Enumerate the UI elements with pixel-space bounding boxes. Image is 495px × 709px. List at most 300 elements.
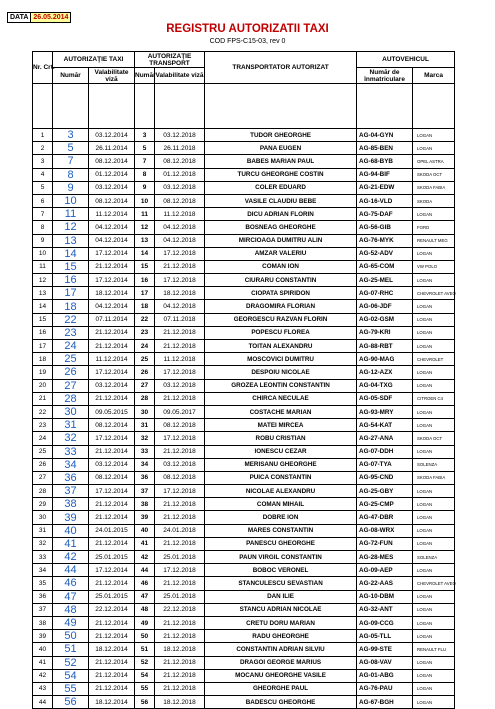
cell-nr: 30 — [33, 511, 53, 524]
cell-autorizatie-valabilitate: 17.12.2014 — [89, 274, 135, 287]
cell-transportator: DICU ADRIAN FLORIN — [205, 208, 357, 221]
cell-transport-numar: 54 — [135, 669, 155, 682]
cell-transportator: ROBU CRISTIAN — [205, 432, 357, 445]
table-row — [33, 234, 455, 247]
cell-transport-numar: 33 — [135, 445, 155, 458]
cell-autorizatie-valabilitate: 21.12.2014 — [89, 656, 135, 669]
col-autorizatie-taxi: AUTORIZAŢIE TAXI — [53, 52, 135, 68]
cell-autorizatie-valabilitate: 17.12.2014 — [89, 485, 135, 498]
cell-autorizatie-valabilitate: 17.12.2014 — [89, 432, 135, 445]
cell-autorizatie-numar: 13 — [53, 234, 89, 247]
cell-transportator: GHEORGHE PAUL — [205, 682, 357, 695]
cell-transport-valabilitate: 18.12.2018 — [155, 287, 205, 300]
cell-marca: LOGAN — [413, 485, 455, 498]
cell-nr-inmatriculare: AG-07-TYA — [357, 458, 413, 471]
table-row — [33, 590, 455, 603]
cell-nr: 15 — [33, 313, 53, 326]
cell-nr-inmatriculare: AG-16-VLD — [357, 194, 413, 207]
cell-autorizatie-valabilitate: 21.12.2014 — [89, 537, 135, 550]
cell-autorizatie-valabilitate: 21.12.2014 — [89, 616, 135, 629]
cell-marca: LOGAN — [413, 656, 455, 669]
cell-transportator: DESPOIU NICOLAE — [205, 366, 357, 379]
table-row — [33, 340, 455, 353]
cell-nr: 37 — [33, 603, 53, 616]
cell-nr-inmatriculare: AG-90-MAG — [357, 353, 413, 366]
cell-transport-valabilitate: 04.12.2018 — [155, 221, 205, 234]
cell-transport-numar: 16 — [135, 274, 155, 287]
cell-autorizatie-numar: 27 — [53, 379, 89, 392]
table-row — [33, 669, 455, 682]
cell-transport-numar: 31 — [135, 419, 155, 432]
cell-nr-inmatriculare: AG-32-ANT — [357, 603, 413, 616]
cell-nr: 40 — [33, 643, 53, 656]
cell-autorizatie-valabilitate: 11.12.2014 — [89, 353, 135, 366]
cell-transportator: TUDOR GHEORGHE — [205, 129, 357, 142]
table-row — [33, 247, 455, 260]
cell-autorizatie-valabilitate: 08.12.2014 — [89, 194, 135, 207]
cell-autorizatie-numar: 48 — [53, 603, 89, 616]
cell-nr-inmatriculare: AG-99-STE — [357, 643, 413, 656]
cell-transportator: VASILE CLAUDIU BEBE — [205, 194, 357, 207]
table-row — [33, 379, 455, 392]
cell-autorizatie-numar: 7 — [53, 155, 89, 168]
cell-autorizatie-numar: 42 — [53, 551, 89, 564]
table-row — [33, 656, 455, 669]
cell-marca: CHEVROLET AVEO — [413, 287, 455, 300]
cell-transportator: PUICA CONSTANTIN — [205, 471, 357, 484]
cell-nr: 18 — [33, 353, 53, 366]
cell-transportator: STANCU ADRIAN NICOLAE — [205, 603, 357, 616]
cell-nr: 33 — [33, 551, 53, 564]
cell-marca: LOGAN — [413, 590, 455, 603]
cell-transport-numar: 49 — [135, 616, 155, 629]
table-row — [33, 392, 455, 405]
col-numar: Număr — [53, 68, 89, 84]
cell-transport-numar: 22 — [135, 313, 155, 326]
cell-autorizatie-numar: 3 — [53, 129, 89, 142]
cell-transport-numar: 41 — [135, 537, 155, 550]
col-nr-inmatriculare: Număr de înmatriculare — [357, 68, 413, 84]
cell-marca: RENAULT FLU — [413, 643, 455, 656]
cell-transport-valabilitate: 21.12.2018 — [155, 392, 205, 405]
cell-nr: 44 — [33, 696, 53, 709]
cell-transport-valabilitate: 17.12.2018 — [155, 564, 205, 577]
cell-transport-numar: 28 — [135, 392, 155, 405]
cell-transport-valabilitate: 21.12.2018 — [155, 260, 205, 273]
cell-transport-numar: 36 — [135, 471, 155, 484]
cell-autorizatie-valabilitate: 21.12.2014 — [89, 577, 135, 590]
cell-transport-valabilitate: 17.12.2018 — [155, 485, 205, 498]
cell-transportator: MERISANU GHEORGHE — [205, 458, 357, 471]
header-spacer — [33, 84, 455, 129]
cell-nr: 34 — [33, 564, 53, 577]
cell-nr: 16 — [33, 326, 53, 339]
cell-autorizatie-valabilitate: 21.12.2014 — [89, 326, 135, 339]
cell-transportator: BOSNEAG GHEORGHE — [205, 221, 357, 234]
cell-autorizatie-numar: 28 — [53, 392, 89, 405]
cell-marca: OPEL ASTRA — [413, 155, 455, 168]
cell-transport-valabilitate: 21.12.2018 — [155, 577, 205, 590]
cell-transport-numar: 25 — [135, 353, 155, 366]
cell-autorizatie-valabilitate: 18.12.2014 — [89, 696, 135, 709]
table-row — [33, 630, 455, 643]
cell-nr: 43 — [33, 682, 53, 695]
cell-nr: 13 — [33, 287, 53, 300]
cell-transport-valabilitate: 22.12.2018 — [155, 603, 205, 616]
table-row — [33, 142, 455, 155]
table-row — [33, 511, 455, 524]
cell-autorizatie-valabilitate: 09.05.2015 — [89, 405, 135, 418]
cell-marca: LOGAN — [413, 616, 455, 629]
cell-transport-valabilitate: 03.12.2018 — [155, 181, 205, 194]
cell-nr: 10 — [33, 247, 53, 260]
cell-marca: SKODA OCT — [413, 432, 455, 445]
col-autovehicul: AUTOVEHICUL — [357, 52, 455, 68]
table-row — [33, 155, 455, 168]
cell-autorizatie-valabilitate: 07.11.2014 — [89, 313, 135, 326]
cell-transportator: GEORGESCU RAZVAN FLORIN — [205, 313, 357, 326]
cell-nr: 6 — [33, 194, 53, 207]
cell-autorizatie-numar: 34 — [53, 458, 89, 471]
cell-marca: SKODA OCT — [413, 168, 455, 181]
cell-autorizatie-numar: 22 — [53, 313, 89, 326]
cell-autorizatie-valabilitate: 18.12.2014 — [89, 287, 135, 300]
cell-transport-numar: 47 — [135, 590, 155, 603]
cell-nr-inmatriculare: AG-05-TLL — [357, 630, 413, 643]
cell-transportator: MOCANU GHEORGHE VASILE — [205, 669, 357, 682]
cell-transportator: DRAGOI GEORGE MARIUS — [205, 656, 357, 669]
table-row — [33, 682, 455, 695]
cell-marca: SOLENZA — [413, 458, 455, 471]
cell-transport-valabilitate: 08.12.2018 — [155, 155, 205, 168]
cell-transport-valabilitate: 17.12.2018 — [155, 247, 205, 260]
cell-nr: 8 — [33, 221, 53, 234]
cell-autorizatie-numar: 47 — [53, 590, 89, 603]
cell-marca: SKODA FABIA — [413, 471, 455, 484]
cell-transport-numar: 50 — [135, 630, 155, 643]
cell-nr-inmatriculare: AG-04-GYN — [357, 129, 413, 142]
cell-transport-valabilitate: 21.12.2018 — [155, 498, 205, 511]
cell-transport-numar: 44 — [135, 564, 155, 577]
cell-autorizatie-numar: 11 — [53, 208, 89, 221]
cell-autorizatie-valabilitate: 04.12.2014 — [89, 234, 135, 247]
cell-nr: 5 — [33, 181, 53, 194]
cell-autorizatie-valabilitate: 18.12.2014 — [89, 643, 135, 656]
cell-autorizatie-valabilitate: 21.12.2014 — [89, 260, 135, 273]
cell-nr: 32 — [33, 537, 53, 550]
cell-autorizatie-numar: 10 — [53, 194, 89, 207]
cell-marca: SOLENZA — [413, 551, 455, 564]
cell-autorizatie-valabilitate: 26.11.2014 — [89, 142, 135, 155]
cell-autorizatie-numar: 49 — [53, 616, 89, 629]
cell-transport-valabilitate: 18.12.2018 — [155, 643, 205, 656]
cell-transport-numar: 38 — [135, 498, 155, 511]
cell-transport-valabilitate: 04.12.2018 — [155, 234, 205, 247]
table-row — [33, 616, 455, 629]
cell-marca: RENAULT MEG — [413, 234, 455, 247]
cell-nr: 38 — [33, 616, 53, 629]
cell-nr-inmatriculare: AG-93-MRY — [357, 405, 413, 418]
cell-autorizatie-numar: 14 — [53, 247, 89, 260]
cell-nr: 29 — [33, 498, 53, 511]
cell-nr-inmatriculare: AG-07-RHC — [357, 287, 413, 300]
cell-marca: LOGAN — [413, 247, 455, 260]
cell-marca: LOGAN — [413, 405, 455, 418]
table-row — [33, 419, 455, 432]
cell-marca: FORD — [413, 221, 455, 234]
cell-transport-valabilitate: 17.12.2018 — [155, 366, 205, 379]
cell-marca: LOGAN — [413, 300, 455, 313]
cell-marca: LOGAN — [413, 564, 455, 577]
table-row — [33, 287, 455, 300]
cell-autorizatie-numar: 12 — [53, 221, 89, 234]
cell-autorizatie-numar: 39 — [53, 511, 89, 524]
cell-autorizatie-valabilitate: 08.12.2014 — [89, 471, 135, 484]
cell-autorizatie-numar: 24 — [53, 340, 89, 353]
cell-nr-inmatriculare: AG-28-MES — [357, 551, 413, 564]
cell-transport-valabilitate: 03.12.2018 — [155, 458, 205, 471]
cell-transportator: TURCU GHEORGHE COSTIN — [205, 168, 357, 181]
cell-transportator: PANA EUGEN — [205, 142, 357, 155]
col-autorizatie-transport: AUTORIZAŢIE TRANSPORT — [135, 52, 205, 68]
cell-transport-valabilitate: 08.12.2018 — [155, 194, 205, 207]
cell-nr: 27 — [33, 471, 53, 484]
cell-transport-valabilitate: 08.12.2018 — [155, 471, 205, 484]
cell-nr-inmatriculare: AG-08-WRX — [357, 524, 413, 537]
cell-nr: 35 — [33, 577, 53, 590]
table-row — [33, 551, 455, 564]
cell-nr: 20 — [33, 379, 53, 392]
cell-nr-inmatriculare: AG-68-BYB — [357, 155, 413, 168]
cell-transport-valabilitate: 25.01.2018 — [155, 590, 205, 603]
cell-autorizatie-numar: 5 — [53, 142, 89, 155]
cell-nr: 36 — [33, 590, 53, 603]
cell-nr: 24 — [33, 432, 53, 445]
cell-autorizatie-valabilitate: 17.12.2014 — [89, 366, 135, 379]
cell-marca: LOGAN — [413, 419, 455, 432]
cell-transportator: CIOPATA SPIRIDON — [205, 287, 357, 300]
cell-nr-inmatriculare: AG-76-PAU — [357, 682, 413, 695]
cell-transport-valabilitate: 04.12.2018 — [155, 300, 205, 313]
cell-marca: LOGAN — [413, 524, 455, 537]
cell-nr-inmatriculare: AG-09-CCG — [357, 616, 413, 629]
table-row — [33, 353, 455, 366]
cell-autorizatie-numar: 18 — [53, 300, 89, 313]
cell-autorizatie-valabilitate: 24.01.2015 — [89, 524, 135, 537]
cell-nr-inmatriculare: AG-05-SDF — [357, 392, 413, 405]
cell-autorizatie-valabilitate: 17.12.2014 — [89, 247, 135, 260]
cell-autorizatie-valabilitate: 17.12.2014 — [89, 564, 135, 577]
cell-nr: 19 — [33, 366, 53, 379]
cell-autorizatie-numar: 44 — [53, 564, 89, 577]
table-row — [33, 129, 455, 142]
cell-autorizatie-numar: 36 — [53, 471, 89, 484]
cell-nr-inmatriculare: AG-08-VAV — [357, 656, 413, 669]
cell-nr-inmatriculare: AG-76-MYK — [357, 234, 413, 247]
cell-nr: 17 — [33, 340, 53, 353]
cell-transport-numar: 15 — [135, 260, 155, 273]
cell-marca: LOGAN — [413, 511, 455, 524]
table-row — [33, 603, 455, 616]
cell-marca: LOGAN — [413, 129, 455, 142]
cell-transport-valabilitate: 24.01.2018 — [155, 524, 205, 537]
cell-marca: LOGAN — [413, 379, 455, 392]
cell-nr: 2 — [33, 142, 53, 155]
document-code: COD FPS-C15-03, rev 0 — [209, 38, 286, 45]
cell-autorizatie-valabilitate: 03.12.2014 — [89, 458, 135, 471]
cell-transport-numar: 42 — [135, 551, 155, 564]
cell-transportator: GROZEA LEONTIN CONSTANTIN — [205, 379, 357, 392]
cell-marca: VW POLO — [413, 260, 455, 273]
cell-marca: CHEVROLET AVEO — [413, 577, 455, 590]
cell-nr: 39 — [33, 630, 53, 643]
cell-autorizatie-numar: 55 — [53, 682, 89, 695]
table-row — [33, 696, 455, 709]
cell-marca: LOGAN — [413, 696, 455, 709]
cell-autorizatie-numar: 33 — [53, 445, 89, 458]
cell-autorizatie-valabilitate: 01.12.2014 — [89, 168, 135, 181]
cell-nr: 21 — [33, 392, 53, 405]
table-row — [33, 194, 455, 207]
cell-autorizatie-numar: 31 — [53, 419, 89, 432]
cell-marca: SKODA — [413, 194, 455, 207]
table-row — [33, 458, 455, 471]
table-row — [33, 577, 455, 590]
cell-transport-numar: 48 — [135, 603, 155, 616]
cell-transport-valabilitate: 11.12.2018 — [155, 353, 205, 366]
cell-transport-valabilitate: 21.12.2018 — [155, 537, 205, 550]
cell-nr-inmatriculare: AG-10-DBM — [357, 590, 413, 603]
date-value: 26.05.2014 — [31, 13, 71, 23]
cell-nr-inmatriculare: AG-75-DAF — [357, 208, 413, 221]
cell-autorizatie-numar: 17 — [53, 287, 89, 300]
cell-transportator: POPESCU FLOREA — [205, 326, 357, 339]
cell-autorizatie-valabilitate: 11.12.2014 — [89, 208, 135, 221]
cell-transport-numar: 52 — [135, 656, 155, 669]
cell-transport-numar: 13 — [135, 234, 155, 247]
cell-marca: LOGAN — [413, 340, 455, 353]
cell-autorizatie-valabilitate: 25.01.2015 — [89, 551, 135, 564]
cell-transportator: TOITAN ALEXANDRU — [205, 340, 357, 353]
cell-autorizatie-numar: 26 — [53, 366, 89, 379]
cell-autorizatie-numar: 23 — [53, 326, 89, 339]
cell-marca: CITROEN C4 — [413, 392, 455, 405]
col-marca: Marca — [413, 68, 455, 84]
cell-transport-valabilitate: 21.12.2018 — [155, 669, 205, 682]
cell-transportator: STANCULESCU SEVASTIAN — [205, 577, 357, 590]
cell-transport-valabilitate: 03.12.2018 — [155, 379, 205, 392]
cell-transport-valabilitate: 21.12.2018 — [155, 616, 205, 629]
cell-nr-inmatriculare: AG-09-AEP — [357, 564, 413, 577]
cell-autorizatie-valabilitate: 03.12.2014 — [89, 379, 135, 392]
cell-autorizatie-numar: 50 — [53, 630, 89, 643]
cell-nr: 23 — [33, 419, 53, 432]
cell-nr: 14 — [33, 300, 53, 313]
cell-nr-inmatriculare: AG-52-ADV — [357, 247, 413, 260]
cell-autorizatie-valabilitate: 21.12.2014 — [89, 682, 135, 695]
cell-autorizatie-valabilitate: 21.12.2014 — [89, 669, 135, 682]
cell-transport-numar: 17 — [135, 287, 155, 300]
cell-transportator: RADU GHEORGHE — [205, 630, 357, 643]
cell-transportator: MARES CONSTANTIN — [205, 524, 357, 537]
cell-transport-valabilitate: 21.12.2018 — [155, 511, 205, 524]
cell-autorizatie-valabilitate: 21.12.2014 — [89, 511, 135, 524]
cell-marca: LOGAN — [413, 274, 455, 287]
table-row — [33, 405, 455, 418]
cell-nr-inmatriculare: AG-95-CND — [357, 471, 413, 484]
cell-marca: LOGAN — [413, 603, 455, 616]
cell-autorizatie-numar: 41 — [53, 537, 89, 550]
cell-autorizatie-numar: 38 — [53, 498, 89, 511]
cell-autorizatie-valabilitate: 04.12.2014 — [89, 300, 135, 313]
cell-nr: 42 — [33, 669, 53, 682]
cell-autorizatie-valabilitate: 03.12.2014 — [89, 181, 135, 194]
cell-transportator: BOBOC VERONEL — [205, 564, 357, 577]
cell-transport-valabilitate: 03.12.2018 — [155, 129, 205, 142]
date-box — [7, 12, 71, 23]
cell-nr: 25 — [33, 445, 53, 458]
cell-transportator: BADESCU GHEORGHE — [205, 696, 357, 709]
cell-autorizatie-numar: 32 — [53, 432, 89, 445]
cell-transport-numar: 34 — [135, 458, 155, 471]
cell-marca: LOGAN — [413, 498, 455, 511]
cell-transportator: DAN ILIE — [205, 590, 357, 603]
cell-nr-inmatriculare: AG-25-CMP — [357, 498, 413, 511]
cell-transportator: COLER EDUARD — [205, 181, 357, 194]
cell-nr: 3 — [33, 155, 53, 168]
cell-transport-numar: 3 — [135, 129, 155, 142]
cell-transport-numar: 55 — [135, 682, 155, 695]
cell-marca: LOGAN — [413, 682, 455, 695]
table-row — [33, 168, 455, 181]
col-nr-crt: Nr. Crt. — [33, 52, 53, 84]
cell-transport-numar: 51 — [135, 643, 155, 656]
cell-transportator: MOSCOVICI DUMITRU — [205, 353, 357, 366]
cell-transport-numar: 32 — [135, 432, 155, 445]
cell-marca: LOGAN — [413, 326, 455, 339]
cell-nr-inmatriculare: AG-65-COM — [357, 260, 413, 273]
cell-autorizatie-valabilitate: 08.12.2014 — [89, 155, 135, 168]
cell-autorizatie-valabilitate: 22.12.2014 — [89, 603, 135, 616]
table-row — [33, 221, 455, 234]
cell-transport-valabilitate: 18.12.2018 — [155, 696, 205, 709]
cell-autorizatie-valabilitate: 21.12.2014 — [89, 498, 135, 511]
cell-transport-valabilitate: 11.12.2018 — [155, 208, 205, 221]
cell-autorizatie-numar: 8 — [53, 168, 89, 181]
cell-nr-inmatriculare: AG-27-ANA — [357, 432, 413, 445]
cell-transport-valabilitate: 25.01.2018 — [155, 551, 205, 564]
cell-transport-valabilitate: 21.12.2018 — [155, 656, 205, 669]
cell-transportator: COMAN MIHAIL — [205, 498, 357, 511]
cell-transport-numar: 40 — [135, 524, 155, 537]
cell-marca: LOGAN — [413, 208, 455, 221]
cell-transport-numar: 9 — [135, 181, 155, 194]
cell-transportator: AMZAR VALERIU — [205, 247, 357, 260]
cell-marca: LOGAN — [413, 537, 455, 550]
cell-nr: 41 — [33, 656, 53, 669]
cell-nr-inmatriculare: AG-72-FUN — [357, 537, 413, 550]
cell-transport-valabilitate: 21.12.2018 — [155, 326, 205, 339]
cell-marca: LOGAN — [413, 366, 455, 379]
cell-nr-inmatriculare: AG-88-RBT — [357, 340, 413, 353]
cell-nr: 12 — [33, 274, 53, 287]
cell-transportator: CRETU DORU MARIAN — [205, 616, 357, 629]
cell-transport-numar: 11 — [135, 208, 155, 221]
cell-transport-numar: 24 — [135, 340, 155, 353]
cell-autorizatie-numar: 9 — [53, 181, 89, 194]
cell-nr-inmatriculare: AG-04-TXG — [357, 379, 413, 392]
cell-nr: 1 — [33, 129, 53, 142]
